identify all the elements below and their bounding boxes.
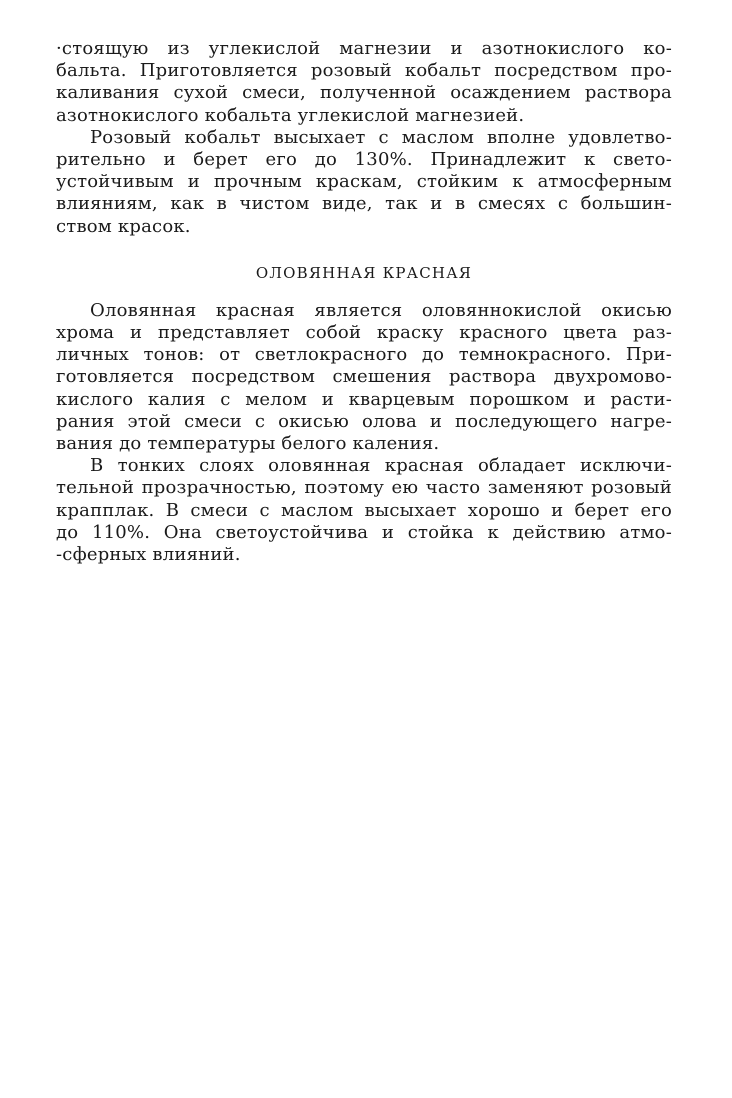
text-line: хрома и представляет собой краску красного цвета раз- [56,322,672,344]
paragraph-tin-red-definition [56,300,672,455]
text-line: рительно и берет его до 130%. Принадлежит к свето- [56,149,672,171]
text-line: готовляется посредством смешения раствора двухромово- [56,366,672,388]
paragraph-cobalt-preparation [56,38,672,127]
text-line: тельной прозрачностью, поэтому ею часто заменяют розовый [56,477,672,499]
text-line: ством красок. [56,215,191,237]
text-line: вания до температуры белого каления. [56,433,440,455]
section-heading: ОЛОВЯННАЯ КРАСНАЯ [255,263,473,282]
text-line: устойчивым и прочным краскам, стойким к атмосферным [56,171,672,193]
text-line: крапплак. В смеси с маслом высыхает хорошо и берет его [56,499,672,521]
text-line: Оловянная красная является оловяннокислой окисью [90,299,672,321]
paragraph-cobalt-properties [56,127,672,238]
text-line: бальта. Приготовляется розовый кобальт посредством про- [56,60,672,82]
text-line: рания этой смеси с окисью олова и последующего нагре- [56,410,672,432]
text-line: Розовый кобальт высыхает с маслом вполне удовлетво- [90,126,672,148]
paragraph-tin-red-properties [56,455,672,566]
text-line: азотнокислого кобальта углекислой магнезией. [56,104,525,126]
text-line: каливания сухой смеси, полученной осаждением раствора [56,82,672,104]
text-line: кислого калия с мелом и кварцевым порошком и расти- [56,388,672,410]
text-line: ·стоящую из углекислой магнезии и азотнокислого ко- [56,38,672,59]
page-text [56,38,672,566]
text-line: -сферных влияний. [56,544,241,566]
text-line: В тонких слоях оловянная красная обладает исключи- [90,455,672,477]
text-line: влияниям, как в чистом виде, так и в смесях с большин- [56,193,672,215]
text-line: личных тонов: от светлокрасного до темнокрасного. При- [56,344,672,366]
text-line: до 110%. Она светоустойчива и стойка к действию атмо- [56,521,672,543]
